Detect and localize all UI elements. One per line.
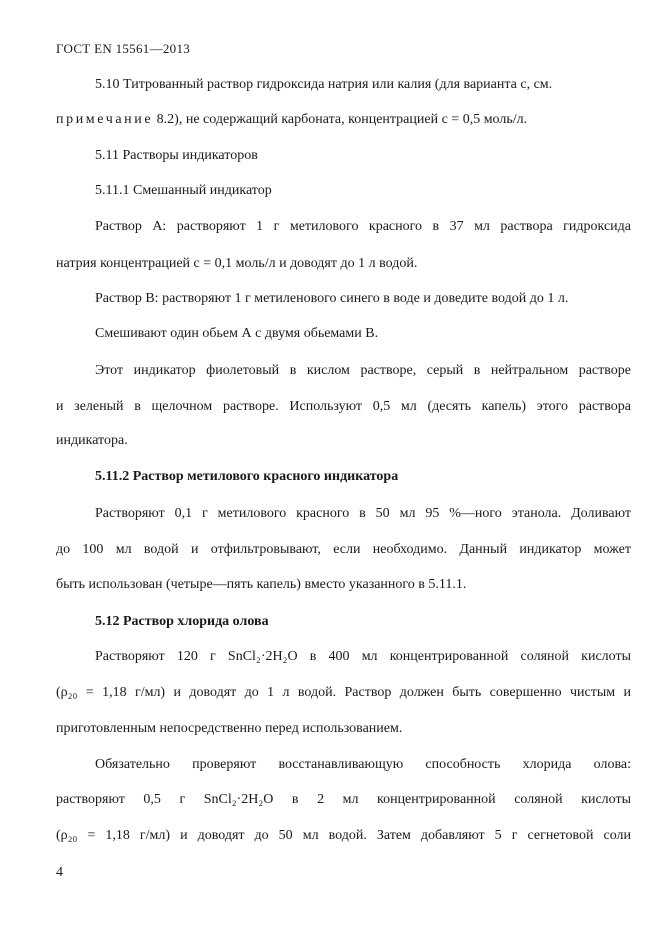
page-number: 4 [56,865,63,880]
indicator-line-3: индикатора. [56,433,128,448]
check-line-2: растворяют 0,5 г SnCl₂·2H₂O в 2 мл концентрированной соляной кислоты [56,792,631,807]
section-5-10-line-2 [56,111,527,129]
tin-chloride-line-2: (ρ₂₀ = 1,18 г/мл) и доводят до 1 л водой. Раствор должен быть совершенно чистым и [56,685,631,700]
mixing-line: Смешивают один обьем А с двумя обьемами В. [95,326,379,341]
section-5-10-line-1: 5.10 Титрованный раствор гидроксида натрия или калия (для варианта с, см. [95,77,553,92]
indicator-line-1: Этот индикатор фиолетовый в кислом растворе, серый в нейтральном растворе [95,363,631,378]
section-5-12-heading: 5.12 Раствор хлорида олова [95,614,269,629]
solution-a-line-1: Раствор А: растворяют 1 г метилового красного в 37 мл раствора гидроксида [95,219,631,234]
solution-b-line: Раствор В: растворяют 1 г метиленового синего в воде и доведите водой до 1 л. [95,291,569,306]
tin-chloride-line-1: Растворяют 120 г SnCl₂·2H₂O в 400 мл концентрированной соляной кислоты [95,649,631,664]
indicator-line-2: и зеленый в щелочном растворе. Используют 0,5 мл (десять капель) этого раствора [56,399,631,414]
note-word: примечание [56,112,154,127]
methyl-red-line-1: Растворяют 0,1 г метилового красного в 50 мл 95 %—ного этанола. Доливают [95,506,631,521]
solution-a-line-2: натрия концентрацией c = 0,1 моль/л и доводят до 1 л водой. [56,256,418,271]
section-5-11-1-title: 5.11.1 Смешанный индикатор [95,183,272,198]
document-header: ГОСТ EN 15561—2013 [56,41,191,56]
section-5-10-line-2-rest: 8.2), не содержащий карбоната, концентрацией c = 0,5 моль/л. [153,112,528,127]
section-5-11-title: 5.11 Растворы индикаторов [95,148,258,163]
methyl-red-line-2: до 100 мл водой и отфильтровывают, если необходимо. Данный индикатор может [56,542,631,557]
check-line-1: Обязательно проверяют восстанавливающую способность хлорида олова: [95,757,631,772]
tin-chloride-line-3: приготовленным непосредственно перед использованием. [56,721,403,736]
methyl-red-line-3: быть использован (четыре—пять капель) вместо указанного в 5.11.1. [56,577,467,592]
check-line-3: (ρ₂₀ = 1,18 г/мл) и доводят до 50 мл водой. Затем добавляют 5 г сегнетовой соли [56,828,631,843]
section-5-11-2-heading: 5.11.2 Раствор метилового красного индикатора [95,469,399,484]
